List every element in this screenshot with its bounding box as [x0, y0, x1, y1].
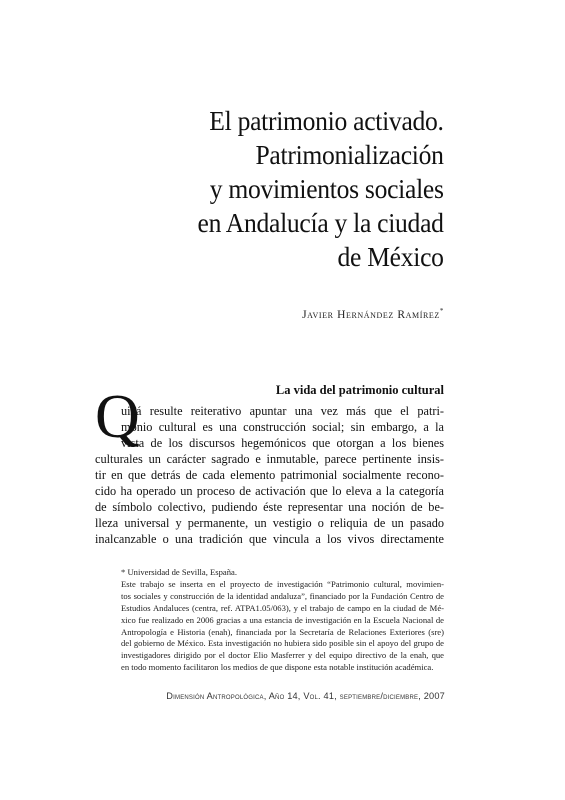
body-line: inalcanzable o una tradición que vincula a los vivos directamente	[95, 532, 444, 546]
body-line: culturales un carácter sagrado e inmutable, parece pertinente insis-	[95, 452, 444, 466]
running-footer: Dimensión Antropológica, Año 14, Vol. 41, septiembre/diciembre, 2007	[166, 691, 445, 701]
body-line: uizá resulte reiterativo apuntar una vez más que el patri-	[121, 404, 444, 418]
footnotes	[121, 567, 444, 674]
drop-cap: Q	[95, 383, 140, 451]
body-paragraph	[95, 403, 444, 547]
body-line: cido ha operado un proceso de activación que lo eleva a la categoría	[95, 484, 444, 498]
article-title	[198, 104, 444, 274]
title-line: y movimientos sociales	[210, 173, 444, 204]
footnote-line: xico fue realizado en 2006 gracias a una estancia de investigación en la Escuela Nacional de	[121, 614, 444, 625]
footnote-line: Estudios Andaluces (centra, ref. ATPA1.05/063), y el trabajo de campo en la ciudad de Mé-	[121, 602, 444, 613]
author-footnote-mark: *	[439, 307, 444, 315]
body-line: tir en que detrás de cada elemento patrimonial socialmente recono-	[95, 468, 444, 482]
section-heading: La vida del patrimonio cultural	[275, 383, 444, 397]
title-line: Patrimonialización	[255, 139, 444, 170]
footnote-line: del gobierno de México. Esta investigación no hubiera sido posible sin el apoyo del grupo de	[121, 638, 444, 649]
body-line: de símbolo colectivo, pudiendo éste representar una noción de be-	[95, 500, 444, 514]
footnote-line: * Universidad de Sevilla, España.	[121, 567, 237, 577]
title-line: de México	[337, 241, 444, 272]
footnote-line: en todo momento facilitaron los medios de que dispone esta notable institución académica.	[121, 662, 434, 673]
footnote-line: Antropología e Historia (enah), financiada por la Secretaría de Relaciones Exteriores (sre)	[121, 626, 444, 637]
body-line: vista de los discursos hegemónicos que otorgan a los bienes	[121, 436, 444, 450]
author-byline	[302, 307, 444, 321]
body-line: monio cultural es una construcción social; sin embargo, a la	[121, 420, 444, 434]
footnote-line: investigadores dirigido por el doctor Elio Masferrer y del equipo directivo de la enah, que	[121, 650, 444, 661]
title-line: El patrimonio activado.	[209, 105, 444, 136]
footnote-line: Este trabajo se inserta en el proyecto de investigación “Patrimonio cultural, movimien-	[121, 578, 444, 589]
author-name: Javier Hernández Ramírez	[302, 308, 440, 321]
body-line: lleza universal y permanente, un vestigio o reliquia de un pasado	[95, 516, 444, 530]
footnote-line: tos sociales y construcción de la identidad andaluza”, financiado por la Fundación Centro de	[121, 590, 444, 601]
title-line: en Andalucía y la ciudad	[197, 207, 444, 238]
